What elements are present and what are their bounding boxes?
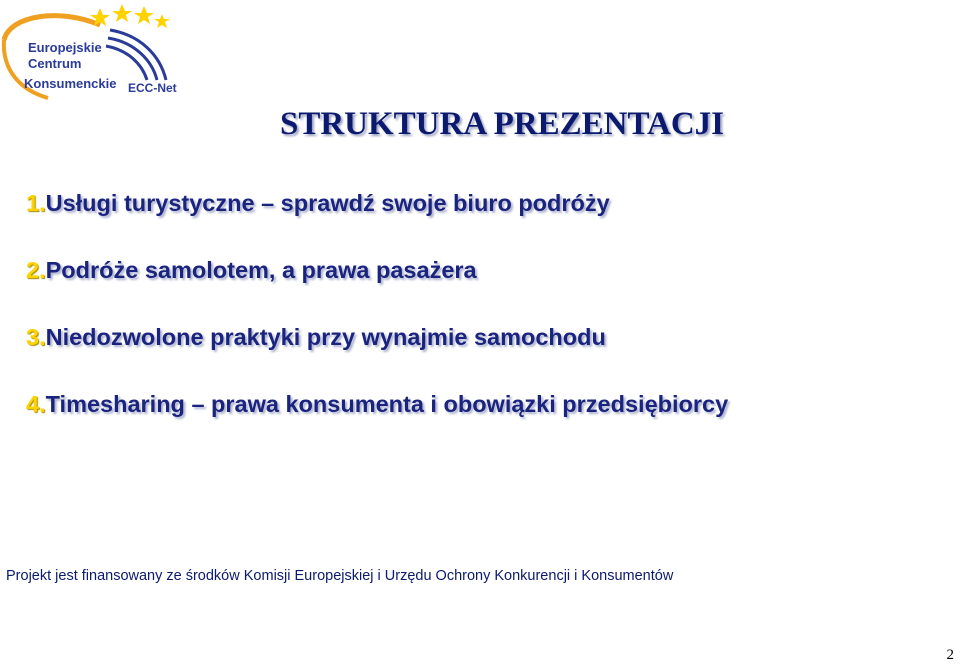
ecc-logo bbox=[0, 0, 185, 100]
logo-line3: Konsumenckie bbox=[24, 76, 117, 91]
agenda-item bbox=[26, 257, 728, 324]
stripes-icon bbox=[106, 30, 166, 80]
agenda-item bbox=[26, 324, 728, 391]
agenda-list bbox=[26, 190, 728, 458]
item-number: 3. bbox=[26, 324, 46, 350]
agenda-item bbox=[26, 190, 728, 257]
item-text: Usługi turystyczne – sprawdź swoje biuro podróży bbox=[45, 190, 610, 216]
footer-note: Projekt jest finansowany ze środków Komisji Europejskiej i Urzędu Ochrony Konkurencji i Konsumentów bbox=[6, 568, 674, 584]
page-number: 2 bbox=[946, 647, 954, 663]
agenda-item bbox=[26, 391, 728, 458]
logo-line1: Europejskie bbox=[28, 40, 102, 55]
item-text: Niedozwolone praktyki przy wynajmie samochodu bbox=[45, 324, 606, 350]
swoosh-arc bbox=[4, 16, 100, 40]
item-text: Timesharing – prawa konsumenta i obowiązki przedsiębiorcy bbox=[45, 391, 729, 417]
stars-icon bbox=[90, 4, 170, 28]
logo-net: ECC-Net bbox=[128, 81, 177, 95]
logo-line2: Centrum bbox=[28, 56, 82, 71]
item-text: Podróże samolotem, a prawa pasażera bbox=[45, 257, 477, 283]
item-number: 4. bbox=[26, 391, 46, 417]
item-number: 2. bbox=[26, 257, 46, 283]
slide-title: STRUKTURA PREZENTACJI bbox=[279, 106, 725, 142]
item-number: 1. bbox=[26, 190, 46, 216]
